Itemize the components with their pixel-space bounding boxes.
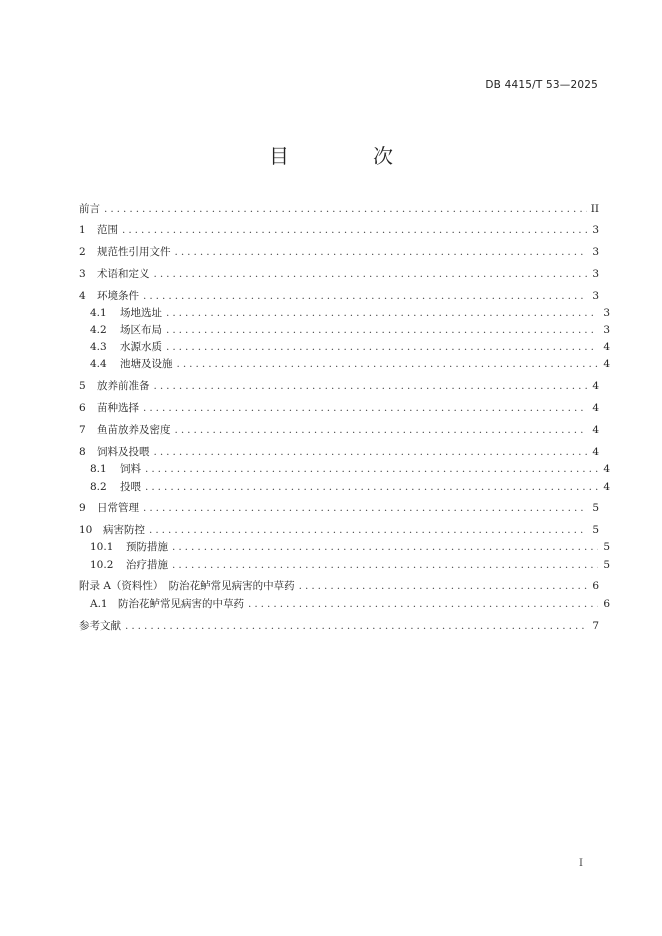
toc-leader-dots: [143, 499, 587, 517]
toc-entry-label: 前言: [79, 203, 100, 215]
toc-entry-label: 日常管理: [97, 502, 139, 514]
toc-entry-label: 防治花鲈常见病害的中草药: [118, 598, 244, 610]
toc-entry-4-1[interactable]: [79, 304, 610, 322]
toc-entry-number: 4.4: [90, 358, 107, 370]
toc-entry-foreword[interactable]: [79, 200, 599, 218]
toc-entry-10-1[interactable]: [79, 538, 610, 556]
toc-entry-2[interactable]: [79, 243, 599, 261]
toc-entry-label: 规范性引用文件: [97, 246, 171, 258]
toc-entry-label: 放养前准备: [97, 380, 150, 392]
toc-entry-page: 3: [592, 246, 599, 258]
toc-entry-number: 4: [79, 290, 86, 302]
toc-entry-number: 4.3: [90, 341, 107, 353]
toc-entry-page: 5: [603, 541, 610, 553]
toc-entry-page: II: [590, 203, 599, 215]
toc-entry-page: 3: [592, 224, 599, 236]
toc-entry-number: 10.1: [90, 541, 114, 553]
toc-entry-page: 5: [592, 524, 599, 536]
toc-leader-dots: [125, 617, 587, 635]
toc-entry-label: 池塘及设施: [120, 358, 173, 370]
toc-entry-number: 2: [79, 246, 86, 258]
toc-entry-label: 场地选址: [120, 307, 162, 319]
toc-entry-number: 3: [79, 268, 86, 280]
toc-entry-label: 环境条件: [97, 290, 139, 302]
toc-entry-page: 3: [592, 268, 599, 280]
toc-leader-dots: [145, 478, 598, 496]
toc-entry-5[interactable]: [79, 377, 599, 395]
toc-leader-dots: [122, 221, 587, 239]
toc-entry-label: 预防措施: [126, 541, 168, 553]
toc-entry-8-2[interactable]: [79, 478, 610, 496]
toc-entry-page: 3: [603, 324, 610, 336]
toc-entry-label: 参考文献: [79, 620, 121, 632]
toc-entry-number: 9: [79, 502, 86, 514]
toc-entry-page: 4: [592, 446, 599, 458]
toc-entry-number: 6: [79, 402, 86, 414]
toc-entry-4[interactable]: [79, 287, 599, 305]
toc-leader-dots: [149, 521, 587, 539]
toc-leader-dots: [175, 243, 588, 261]
toc-entry-page: 4: [592, 380, 599, 392]
toc-entry-page: 3: [592, 290, 599, 302]
toc-entry-page: 7: [592, 620, 599, 632]
toc-title: 目 次: [269, 144, 425, 168]
toc-leader-dots: [166, 304, 598, 322]
toc-leader-dots: [299, 577, 587, 595]
toc-entry-1[interactable]: [79, 221, 599, 239]
toc-entry-3[interactable]: [79, 265, 599, 283]
toc-entry-number: 4.2: [90, 324, 107, 336]
toc-entry-10[interactable]: [79, 521, 599, 539]
toc-entry-label: 水源水质: [120, 341, 162, 353]
toc-leader-dots: [143, 287, 587, 305]
toc-entry-10-2[interactable]: [79, 556, 610, 574]
toc-entry-label: 苗种选择: [97, 402, 139, 414]
toc-entry-label: 范围: [97, 224, 118, 236]
toc-entry-4-2[interactable]: [79, 321, 610, 339]
toc-entry-number: 5: [79, 380, 86, 392]
toc-leader-dots: [172, 538, 598, 556]
toc-entry-page: 4: [592, 402, 599, 414]
toc-entry-4-4[interactable]: [79, 355, 610, 373]
toc-entry-page: 4: [603, 463, 610, 475]
toc-entry-9[interactable]: [79, 499, 599, 517]
toc-leader-dots: [166, 321, 598, 339]
toc-entry-page: 4: [603, 341, 610, 353]
toc-entry-7[interactable]: [79, 421, 599, 439]
toc-entry-8-1[interactable]: [79, 460, 610, 478]
toc-entry-label: 治疗措施: [126, 559, 168, 571]
document-code: DB 4415/T 53—2025: [485, 79, 598, 91]
toc-entry-label: 附录 A（资料性） 防治花鲈常见病害的中草药: [79, 580, 295, 592]
page-number: I: [579, 858, 583, 869]
toc-entry-label: 术语和定义: [97, 268, 150, 280]
toc-entry-page: 6: [603, 598, 610, 610]
toc-entry-annex-a-1[interactable]: [79, 595, 610, 613]
toc-leader-dots: [166, 338, 598, 356]
toc-leader-dots: [154, 443, 588, 461]
toc-entry-number: 4.1: [90, 307, 107, 319]
toc-leader-dots: [145, 460, 598, 478]
toc-leader-dots: [175, 421, 588, 439]
toc-entry-page: 6: [592, 580, 599, 592]
toc-entry-page: 4: [603, 481, 610, 493]
toc-entry-number: 8.2: [90, 481, 107, 493]
toc-entry-8[interactable]: [79, 443, 599, 461]
toc-entry-label: 病害防控: [103, 524, 145, 536]
toc-entry-number: 7: [79, 424, 86, 436]
toc-leader-dots: [154, 377, 588, 395]
toc-entry-page: 3: [603, 307, 610, 319]
toc-entry-6[interactable]: [79, 399, 599, 417]
toc-entry-4-3[interactable]: [79, 338, 610, 356]
toc-entry-label: 鱼苗放养及密度: [97, 424, 171, 436]
toc-entry-number: 8.1: [90, 463, 107, 475]
toc-entry-label: 饲料: [120, 463, 141, 475]
toc-leader-dots: [177, 355, 599, 373]
toc-entry-bibliography[interactable]: [79, 617, 599, 635]
toc-leader-dots: [104, 200, 587, 218]
toc-entry-label: 投喂: [120, 481, 141, 493]
toc-entry-label: 场区布局: [120, 324, 162, 336]
toc-entry-annex-a[interactable]: [79, 577, 599, 595]
toc-entry-number: 10.2: [90, 559, 114, 571]
toc-leader-dots: [154, 265, 588, 283]
toc-entry-label: 饲料及投喂: [97, 446, 150, 458]
toc-leader-dots: [143, 399, 587, 417]
toc-entry-page: 4: [592, 424, 599, 436]
toc-entry-number: 8: [79, 446, 86, 458]
toc-entry-page: 5: [592, 502, 599, 514]
toc-entry-page: 4: [603, 358, 610, 370]
toc-entry-page: 5: [603, 559, 610, 571]
toc-leader-dots: [248, 595, 598, 613]
toc-entry-number: 10: [79, 524, 93, 536]
toc-entry-number: A.1: [90, 598, 108, 610]
toc-leader-dots: [172, 556, 598, 574]
toc-entry-number: 1: [79, 224, 86, 236]
